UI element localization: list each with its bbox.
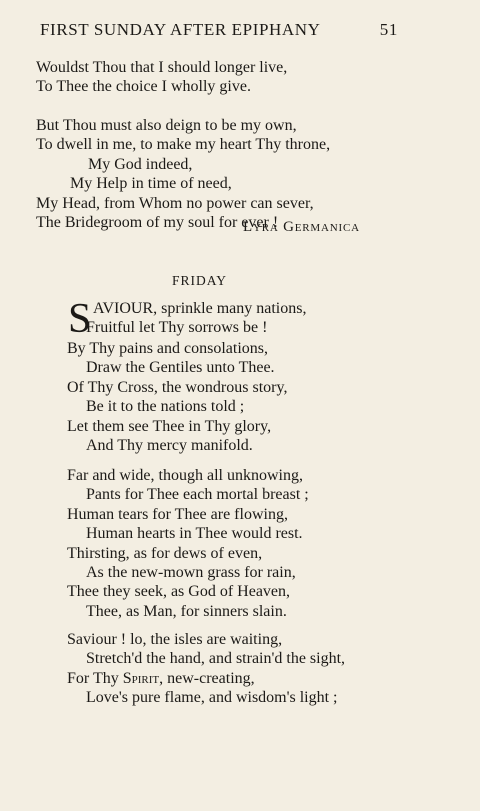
verse-line: Stretch'd the hand, and strain'd the sight,	[86, 650, 346, 668]
drop-cap: S	[68, 296, 92, 342]
verse-line: Be it to the nations told ;	[86, 398, 245, 416]
attribution	[243, 219, 360, 236]
verse-line-second: Fruitful let Thy sorrows be !	[86, 319, 268, 336]
verse-line: Saviour ! lo, the isles are waiting,	[67, 631, 283, 648]
verse-line: Human tears for Thee are flowing,	[67, 505, 288, 523]
verse-line: Human hearts in Thee would rest.	[86, 525, 303, 543]
verse-line: My Head, from Whom no power can sever,	[36, 194, 314, 212]
verse-line	[67, 669, 467, 688]
poem-stanza-3	[67, 630, 467, 708]
verse-line: Love's pure flame, and wisdom's light ;	[86, 689, 338, 707]
running-title: FIRST SUNDAY AFTER EPIPHANY	[40, 20, 321, 39]
verse-line: Pants for Thee each mortal breast ;	[86, 486, 309, 504]
verse-line: Of Thy Cross, the wondrous story,	[67, 378, 288, 396]
poem-stanza-2	[67, 466, 467, 621]
verse-line: Draw the Gentiles unto Thee.	[86, 359, 275, 377]
attribution-text: Lyra Germanica	[243, 219, 360, 235]
verse-line: Thirsting, as for dews of even,	[67, 544, 263, 562]
page-number: 51	[379, 20, 398, 39]
section-heading: FRIDAY	[172, 273, 228, 288]
stanza-continuation	[36, 58, 456, 97]
verse-line: Wouldst Thou that I should longer live,	[36, 59, 288, 76]
verse-line: As the new-mown grass for rain,	[86, 564, 296, 582]
verse-line: And Thy mercy manifold.	[86, 437, 253, 455]
verse-line: Thee they seek, as God of Heaven,	[67, 583, 291, 601]
verse-line-text: For Thy Spirit, new-creating,	[67, 669, 255, 687]
poem-stanza-1	[67, 339, 467, 455]
verse-line: My God indeed,	[88, 155, 193, 173]
verse-line: Let them see Thee in Thy glory,	[67, 417, 272, 435]
verse-line: My Help in time of need,	[70, 175, 232, 193]
stanza-final	[36, 116, 456, 232]
verse-line: Thee, as Man, for sinners slain.	[86, 602, 287, 620]
verse-line: To Thee the choice I wholly give.	[36, 78, 251, 96]
verse-line: But Thou must also deign to be my own,	[36, 117, 297, 134]
verse-line: Far and wide, though all unknowing,	[67, 467, 303, 484]
verse-line: By Thy pains and consolations,	[67, 340, 269, 357]
verse-line: To dwell in me, to make my heart Thy throne,	[36, 136, 331, 154]
verse-line-first: AVIOUR, sprinkle many nations,	[93, 300, 307, 317]
verse-line: The Bridegroom of my soul for ever !	[36, 214, 279, 232]
